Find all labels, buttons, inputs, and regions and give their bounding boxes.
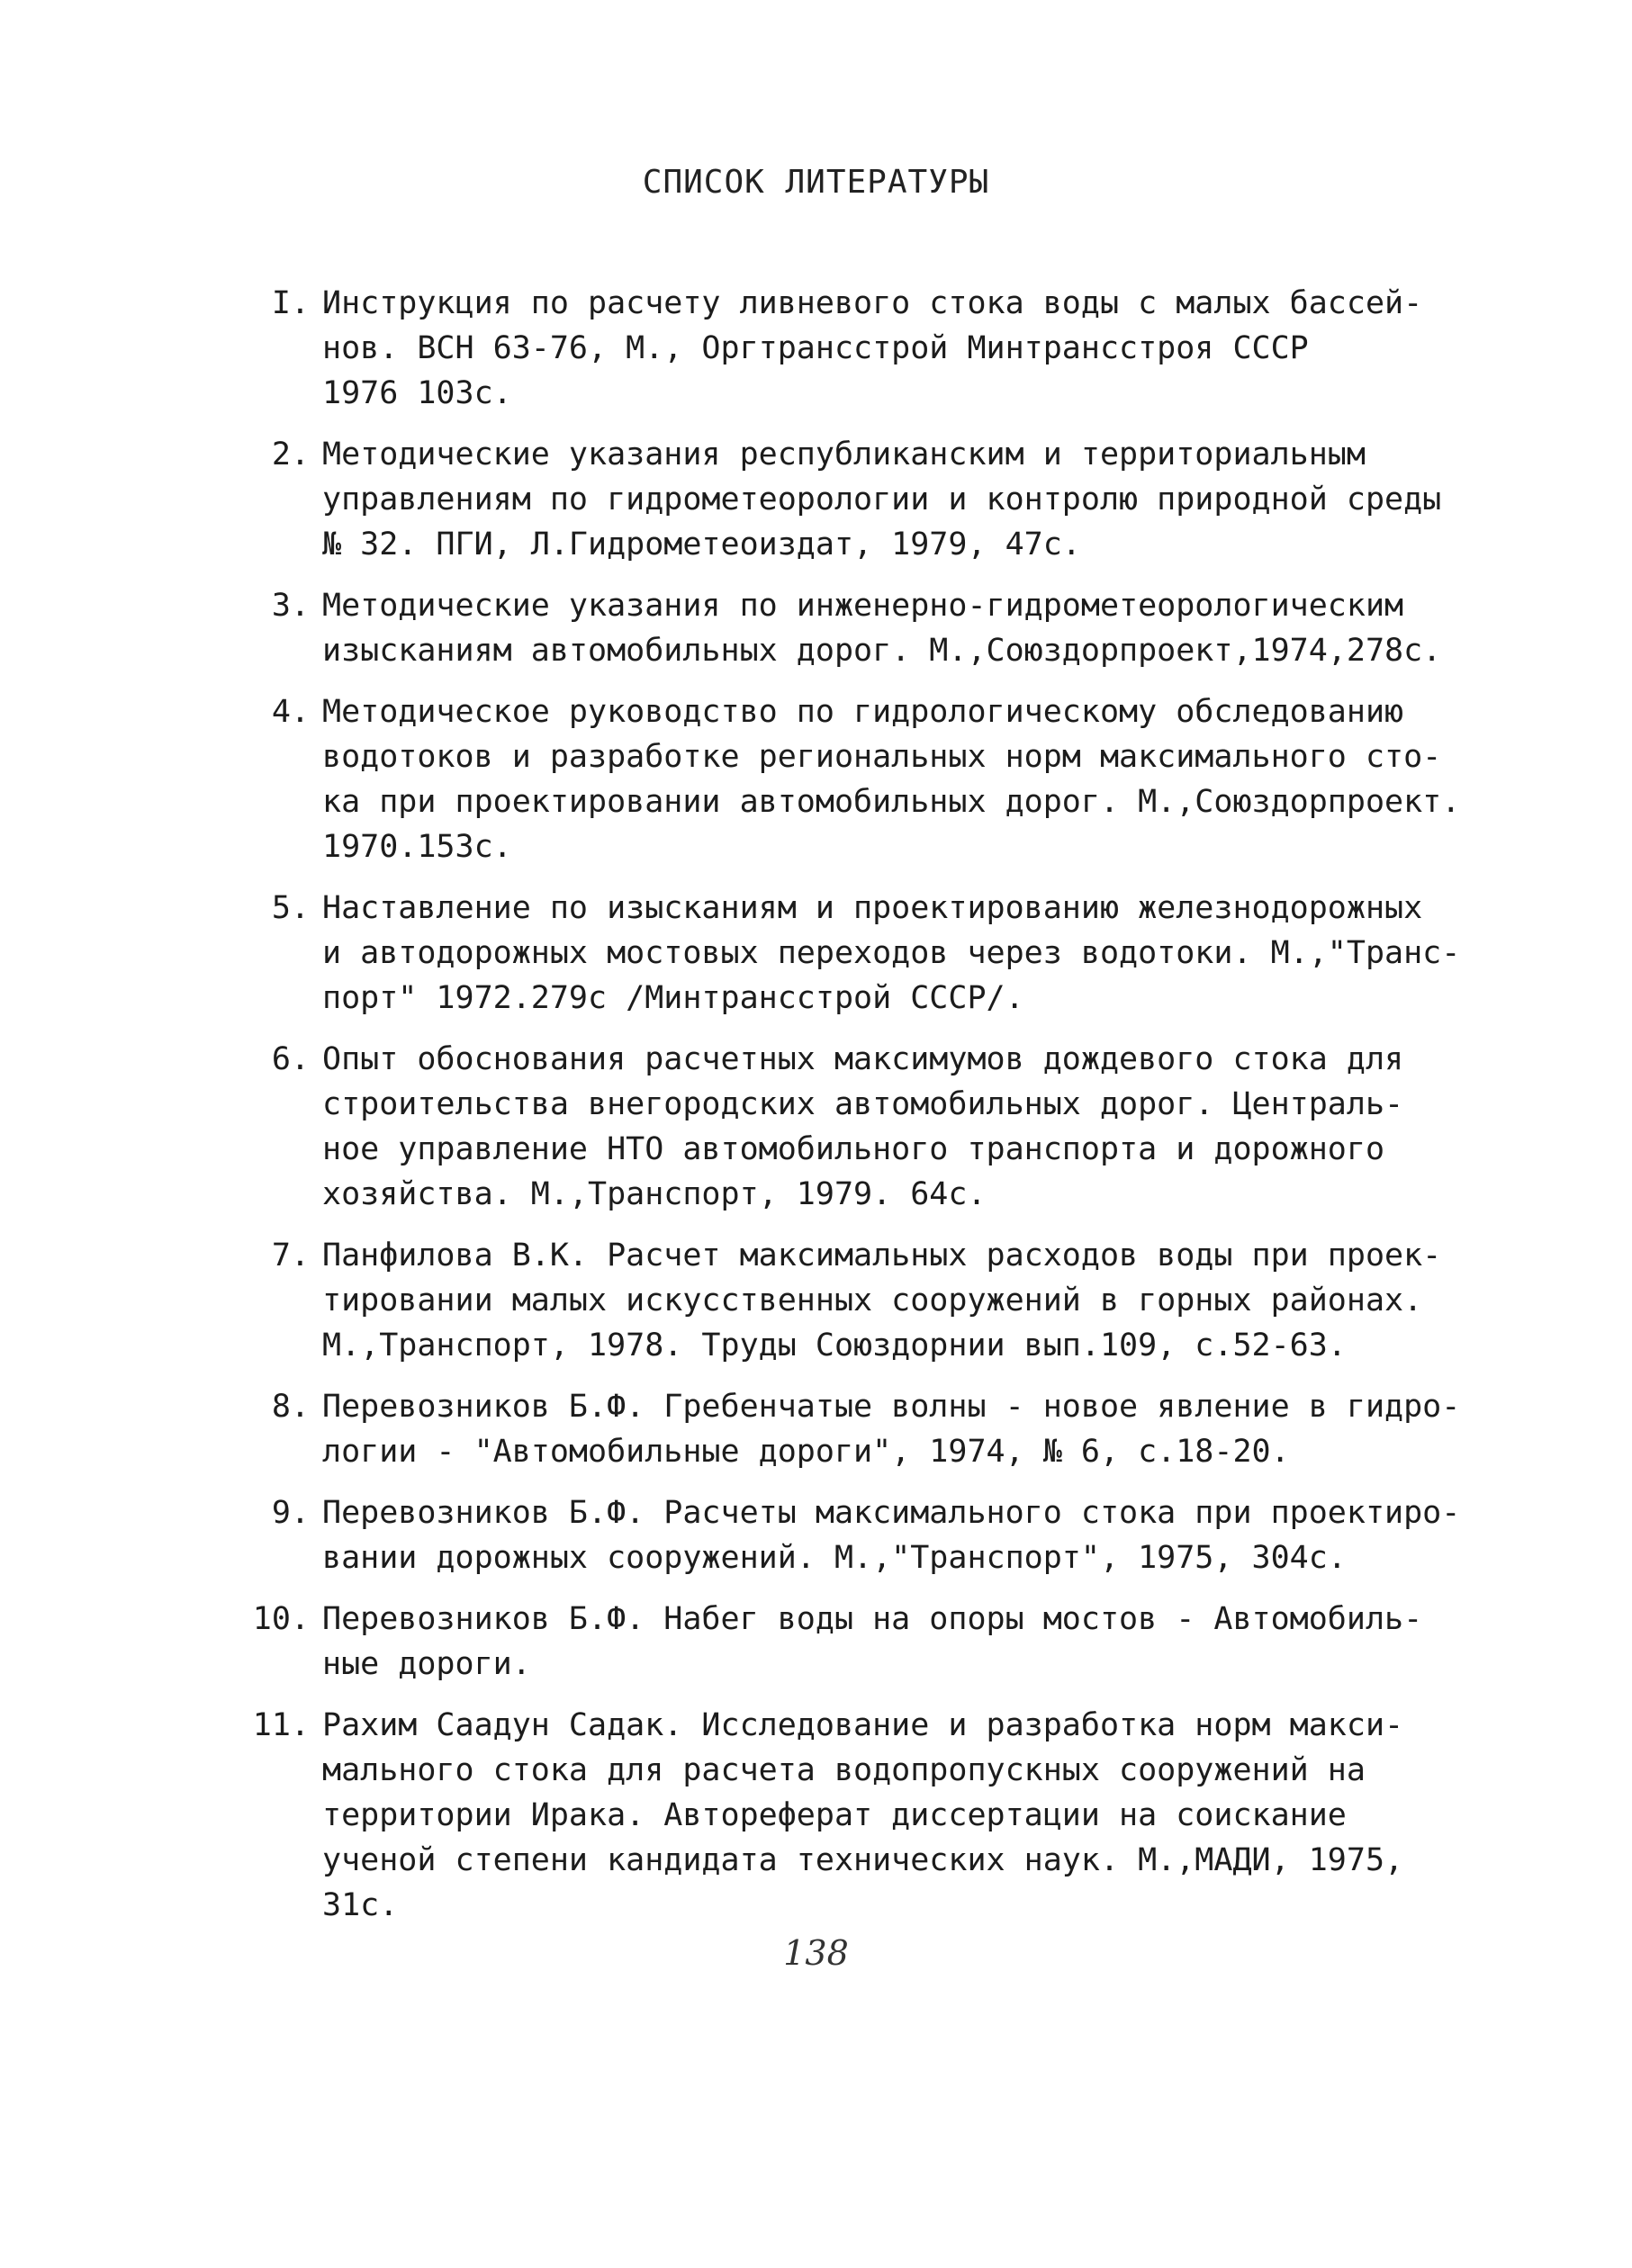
reference-text-line: 1976 103с. [322,375,512,411]
reference-text-line: логии - "Автомобильные дороги", 1974, № 6, с.18-20. [322,1434,1290,1470]
reference-text-line: вании дорожных сооружений. М.,"Транспорт", 1975, 304с. [322,1540,1347,1576]
reference-text-line: Панфилова В.К. Расчет максимальных расходов воды при проек- [322,1238,1442,1274]
reference-item [250,1384,1461,1474]
page-number: 138 [783,1933,849,1973]
reference-text-line: порт" 1972.279с /Минтрансстрой СССР/. [322,980,1024,1016]
reference-text-line: М.,Транспорт, 1978. Труды Союздорнии вып.109, с.52-63. [322,1328,1347,1364]
reference-item [250,1037,1456,1217]
reference-text-line: нов. ВСН 63-76, М., Оргтрансстрой Минтрансстроя СССР [322,330,1309,366]
reference-text-line: 31с. [322,1887,399,1923]
reference-text-line: ученой степени кандидата технических наук. М.,МАДИ, 1975, [322,1842,1404,1878]
reference-text-line: Методические указания по инженерно-гидрометеорологическим [322,588,1404,624]
reference-text-line: Методические указания республиканским и территориальным [322,436,1366,472]
reference-text-line: мального стока для расчета водопропускных сооружений на [322,1752,1366,1788]
reference-number: 6. [271,1041,310,1077]
reference-text-line: ное управление НТО автомобильного транспорта и дорожного [322,1131,1385,1167]
reference-number: 3. [271,588,310,624]
reference-text-line: 1970.153с. [322,829,512,865]
reference-number: I. [271,285,310,321]
reference-text-line: ные дороги. [322,1646,531,1682]
reference-text-line: хозяйства. М.,Транспорт, 1979. 64с. [322,1176,987,1212]
page-title: СПИСОК ЛИТЕРАТУРЫ [642,164,990,201]
reference-item [250,1597,1456,1687]
reference-text-line: Перевозников Б.Ф. Набег воды на опоры мостов - Автомобиль- [322,1601,1423,1637]
reference-number: 7. [271,1238,310,1274]
reference-number: 9. [271,1495,310,1531]
reference-list [250,281,1461,1944]
reference-text-line: изысканиям автомобильных дорог. М.,Союздорпроект,1974,278с. [322,633,1442,669]
reference-item [250,886,1461,1021]
reference-text-line: и автодорожных мостовых переходов через водотоки. М.,"Транс- [322,935,1461,971]
reference-item [250,689,1461,869]
reference-item [250,583,1456,673]
reference-text-line: территории Ирака. Автореферат диссертации на соискание [322,1797,1347,1833]
reference-text-line: Опыт обоснования расчетных максимумов дождевого стока для [322,1041,1404,1077]
reference-text-line: Наставление по изысканиям и проектированию железнодорожных [322,890,1423,926]
reference-item [250,432,1456,567]
reference-item [250,1233,1456,1368]
reference-text-line: тировании малых искусственных сооружений в горных районах. [322,1282,1423,1318]
reference-number: 5. [271,890,310,926]
reference-text-line: Инструкция по расчету ливневого стока воды с малых бассей- [322,285,1423,321]
reference-text-line: Методическое руководство по гидрологическому обследованию [322,694,1404,730]
reference-text-line: № 32. ПГИ, Л.Гидрометеоиздат, 1979, 47с. [322,526,1081,562]
reference-text-line: Перевозников Б.Ф. Расчеты максимального стока при проектиро- [322,1495,1461,1531]
reference-text-line: строительства внегородских автомобильных дорог. Централь- [322,1086,1404,1122]
reference-text-line: ка при проектировании автомобильных дорог. М.,Союздорпроект. [322,784,1461,820]
reference-text-line: Перевозников Б.Ф. Гребенчатые волны - новое явление в гидро- [322,1389,1461,1425]
reference-number: 8. [271,1389,310,1425]
reference-number: 4. [271,694,310,730]
reference-number: 10. [252,1601,310,1637]
reference-item [250,1490,1461,1580]
reference-number: 2. [271,436,310,472]
reference-text-line: водотоков и разработке региональных норм максимального сто- [322,739,1442,775]
reference-item [250,1703,1456,1928]
reference-number: 11. [252,1707,310,1743]
reference-text-line: управлениям по гидрометеорологии и контролю природной среды [322,482,1442,518]
reference-item [250,281,1456,416]
reference-text-line: Рахим Саадун Садак. Исследование и разработка норм макси- [322,1707,1404,1743]
